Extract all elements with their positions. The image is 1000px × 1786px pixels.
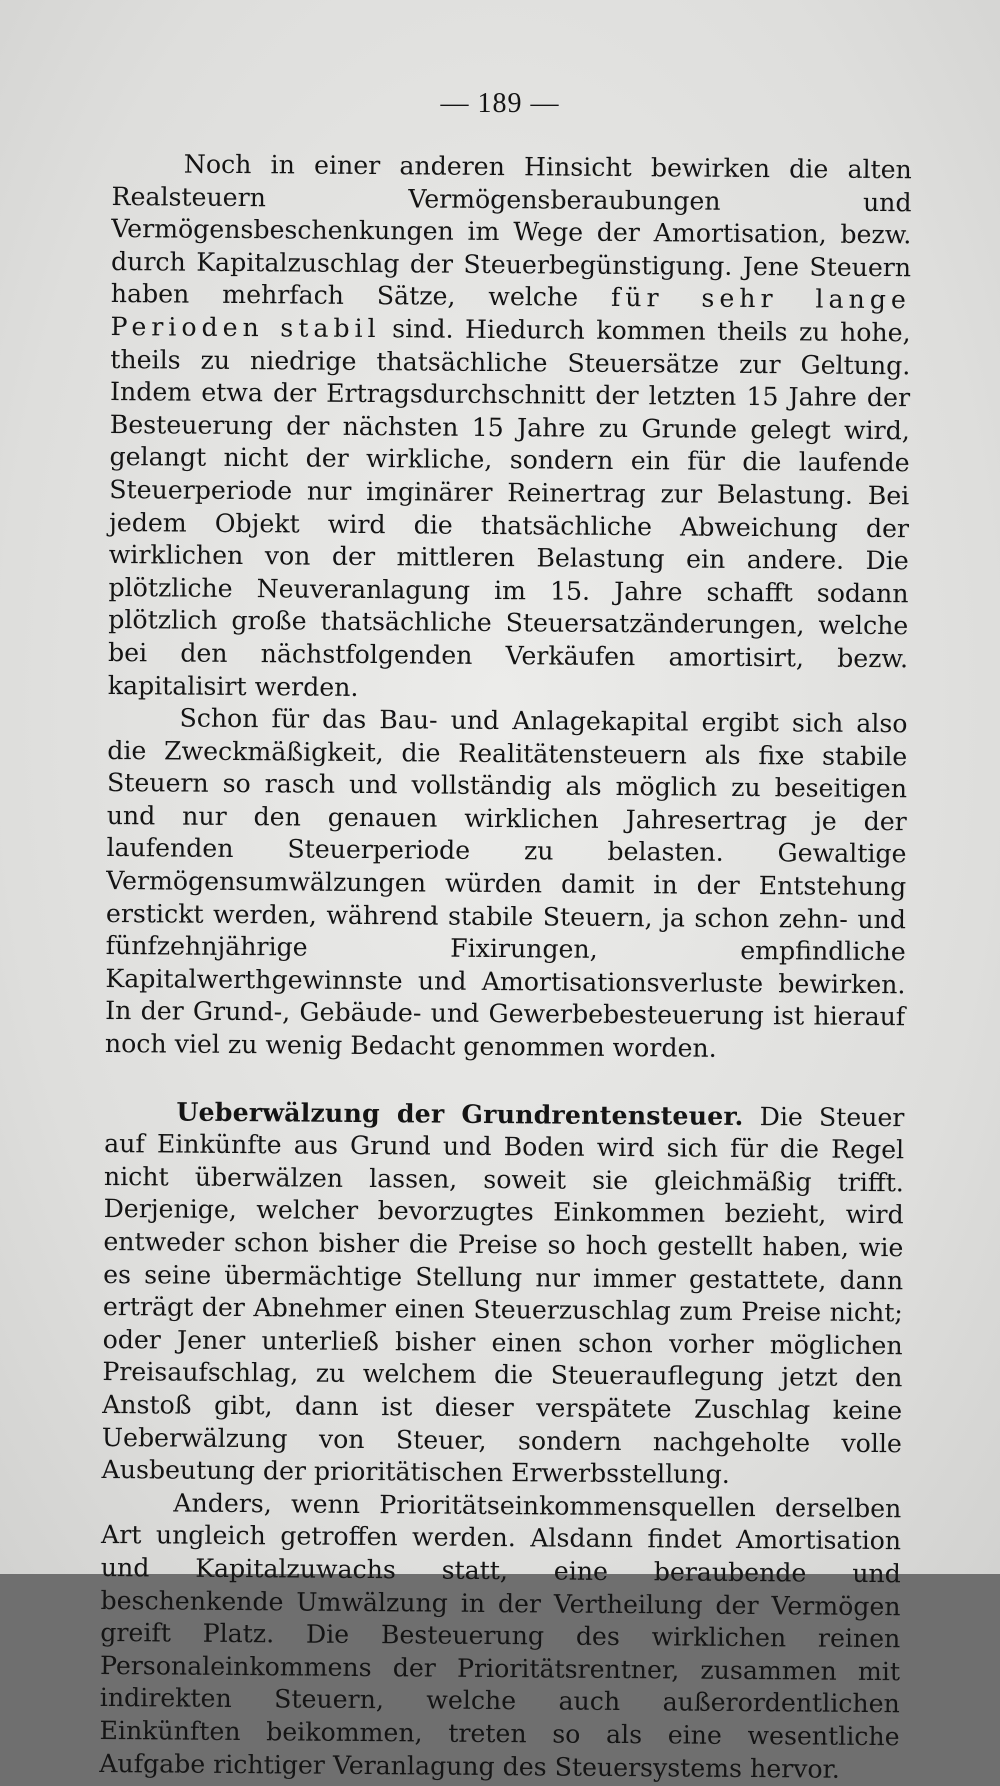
paragraph-4: Anders, wenn Prioritätseinkommensquellen derselben Art ungleich getroffen werden. Alsdann findet Amortisation und Kapitalzuwachs statt, eine beraubende und beschenkende Umwälzung in der Vertheilung der Vermögen greift Platz. Die Besteuerung des wirklichen reinen Personaleinkommens der Prioritätsrentner, zusammen mit indirekten Steuern, welche auch außerordentlichen Einkünften beikommen, treten so als eine wesentliche Aufgabe richtiger Veranlagung des Steuersystems hervor. xyxy=(99,1488,902,1784)
paragraph-2: Schon für das Bau- und Anlagekapital ergibt sich also die Zweckmäßigkeit, die Realitätensteuern als fixe stabile Steuern so rasch und vollständig als möglich zu beseitigen und nur den genauen wirklichen Jahresertrag je der laufenden Steuerperiode zu belasten. Gewaltige Vermögensumwälzungen würden damit in der Entstehung erstickt werden, während stabile Steuern, ja schon zehn- und fünfzehnjährige Fixirungen, empfindliche Kapitalwerthgewinnste und Amortisationsverluste bewirken. In der Grund-, Gebäude- und Gewerbebesteuerung ist hierauf noch viel zu wenig Bedacht genommen worden. xyxy=(104,703,908,1063)
paragraph-1-part-3: sind. Hiedurch kommen theils zu hohe, theils zu niedrige thatsächliche Steuersätze zur Geltung. Indem etwa der Ertragsdurchschnitt der letzten 15 Jahre der Besteuerung der nächsten 15 Jahre zu Grunde gelegt wird, gelangt nicht der wirkliche, sondern ein für die laufende Steuerperiode nur imginärer Reinertrag zur Belastung. Bei jedem Objekt wird die thatsächliche Abweichung der wirklichen von der mittleren Belastung ein andere. Die plötzliche Neuveranlagung im 15. Jahre schafft sodann plötzlich große thatsächliche Steuersatzänderungen, welche bei den nächstfolgenden Verkäufen amortisirt, bezw. kapitalisirt werden. xyxy=(107,314,911,702)
paragraph-1-part-1: Noch in einer anderen Hinsicht bewirken die alten Realsteuern Vermögensberaubungen und Vermögensbeschenkungen im Wege der Amortisation, bezw. durch Kapitalzuschlag der Steuerbegünstigung. Jene Steuern haben mehrfach Sätze, welche xyxy=(110,149,912,313)
body-text xyxy=(99,148,912,1786)
paragraph-3 xyxy=(101,1095,904,1493)
page-number: — 189 — xyxy=(440,88,560,119)
paragraph-3-text: Die Steuer auf Einkünfte aus Grund und Boden wird sich für die Regel nicht überwälzen lassen, soweit sie gleichmäßig trifft. Derjenige, welcher bevorzugtes Einkommen bezieht, wird entweder schon bisher die Preise so hoch gestellt haben, wie es seine übermächtige Stellung nur immer gestattete, dann erträgt der Abnehmer einen Steuerzuschlag zum Preise nicht; oder Jener unterließ bisher einen schon vorher möglichen Preisaufschlag, zu welchem die Steuerauflegung jetzt den Anstoß gibt, dann ist dieser verspätete Zuschlag keine Ueberwälzung von Steuer, sondern nachgeholte volle Ausbeutung der prioritätischen Erwerbsstellung. xyxy=(101,1101,905,1490)
paragraph-1 xyxy=(108,148,912,708)
section-heading: Ueberwälzung der Grundrentensteuer. xyxy=(176,1096,744,1131)
emphasized-text: für sehr lange Perioden stabil xyxy=(110,283,911,344)
